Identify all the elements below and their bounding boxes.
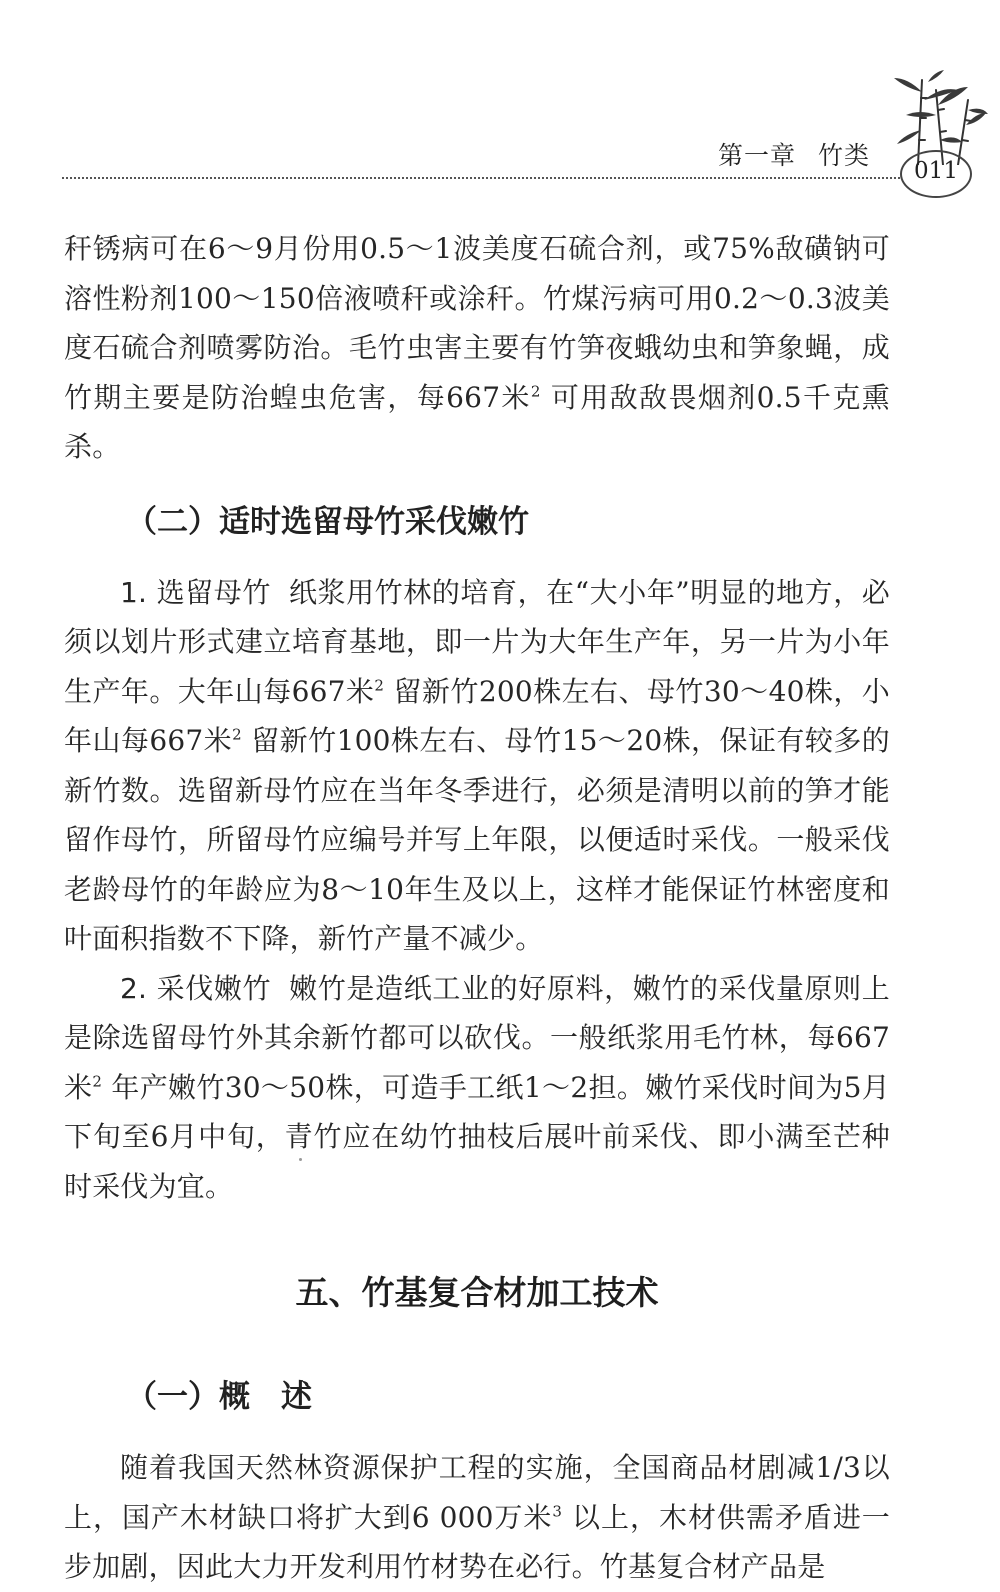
paragraph-text: 留新竹200株左右、母竹30～40株，小年山每667米 xyxy=(64,674,890,757)
page-number: 011 xyxy=(914,158,958,184)
paragraph-lead: 1. 选留母竹 xyxy=(120,575,271,609)
page-header xyxy=(0,0,1000,200)
paragraph-4 xyxy=(64,1443,890,1592)
superscript: 2 xyxy=(374,676,385,695)
superscript: 3 xyxy=(552,1502,563,1521)
chapter-label: 第一章 xyxy=(718,141,797,170)
paragraph-1 xyxy=(64,224,890,472)
paragraph-text: 秆锈病可在6～9月份用0.5～1波美度石硫合剂，或75%敌磺钠可溶性粉剂100～150倍液喷秆或涂秆。竹煤污病可用0.2～0.3波美度石硫合剂喷雾防治。毛竹虫害主要有竹笋夜蛾幼虫和笋象蝇，成竹期主要是防治蝗虫危害，每667米 xyxy=(64,232,890,414)
paragraph-text: 可用敌敌畏烟剂0.5千克熏杀。 xyxy=(64,380,890,463)
paragraph-text: 留新竹100株左右、母竹15～20株，保证有较多的新竹数。选留新母竹应在当年冬季进行，必须是清明以前的笋才能留作母竹，所留母竹应编号并写上年限，以便适时采伐。一般采伐老龄母竹的年龄应为8～10年生及以上，这样才能保证竹林密度和叶面积指数不下降，新竹产量不减少。 xyxy=(64,724,890,955)
subsection-heading-2: （二）适时选留母竹采伐嫩竹 xyxy=(126,503,529,540)
superscript: 2 xyxy=(232,725,242,744)
paragraph-text: 嫩竹是造纸工业的好原料，嫩竹的采伐量原则上是除选留母竹外其余新竹都可以砍伐。一般纸浆用毛竹林，每667米 xyxy=(64,971,890,1104)
paragraph-text: 纸浆用竹林的培育，在“大小年”明显的地方，必须以划片形式建立培育基地，即一片为大年生产年，另一片为小年生产年。大年山每667米 xyxy=(64,575,890,708)
superscript: 2 xyxy=(92,1072,103,1091)
paragraph-text: 以上，木材供需矛盾进一步加剧，因此大力开发利用竹材势在必行。竹基复合材产品是 xyxy=(64,1500,890,1583)
paragraph-3 xyxy=(64,964,890,1212)
print-speck xyxy=(299,1158,302,1161)
chapter-title: 竹类 xyxy=(818,141,871,170)
page-body xyxy=(64,224,890,1592)
paragraph-lead: 2. 采伐嫩竹 xyxy=(120,971,272,1005)
superscript: 2 xyxy=(530,382,541,401)
section-title: 五、竹基复合材加工技术 xyxy=(295,1273,659,1312)
paragraph-text: 年产嫩竹30～50株，可造手工纸1～2担。嫩竹采伐时间为5月下旬至6月中旬，青竹应在幼竹抽枝后展叶前采伐、即小满至芒种时采伐为宜。 xyxy=(64,1070,890,1203)
header-dotted-rule xyxy=(62,177,900,179)
subsection-heading-1: （一）概 述 xyxy=(126,1379,312,1415)
paragraph-text: 随着我国天然林资源保护工程的实施，全国商品材剧减1/3以上，国产木材缺口将扩大到6 000万米 xyxy=(64,1451,890,1534)
paragraph-2 xyxy=(64,568,890,964)
chapter-heading xyxy=(718,136,870,172)
